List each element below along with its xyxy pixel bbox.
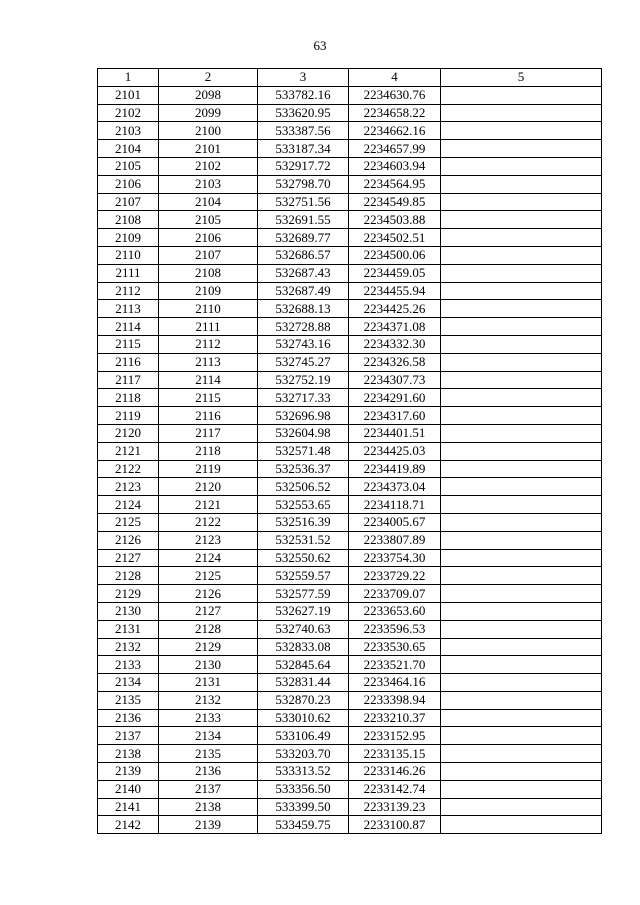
point-number-cell: 2127 xyxy=(98,549,159,567)
x-coordinate-cell: 532751.56 xyxy=(258,193,349,211)
previous-point-cell: 2138 xyxy=(159,798,258,816)
note-cell xyxy=(441,140,602,158)
previous-point-cell: 2135 xyxy=(159,745,258,763)
table-row xyxy=(98,122,602,140)
note-cell xyxy=(441,229,602,247)
y-coordinate-cell: 2233135.15 xyxy=(349,745,441,763)
x-coordinate-cell: 533399.50 xyxy=(258,798,349,816)
table-row xyxy=(98,816,602,834)
y-coordinate-cell: 2234419.89 xyxy=(349,460,441,478)
previous-point-cell: 2116 xyxy=(159,407,258,425)
note-cell xyxy=(441,816,602,834)
y-coordinate-cell: 2233152.95 xyxy=(349,727,441,745)
x-coordinate-cell: 532696.98 xyxy=(258,407,349,425)
point-number-cell: 2135 xyxy=(98,691,159,709)
previous-point-cell: 2125 xyxy=(159,567,258,585)
previous-point-cell: 2110 xyxy=(159,300,258,318)
table-row xyxy=(98,371,602,389)
x-coordinate-cell: 532577.59 xyxy=(258,585,349,603)
note-cell xyxy=(441,86,602,104)
x-coordinate-cell: 532688.13 xyxy=(258,300,349,318)
note-cell xyxy=(441,549,602,567)
y-coordinate-cell: 2234662.16 xyxy=(349,122,441,140)
y-coordinate-cell: 2234657.99 xyxy=(349,140,441,158)
note-cell xyxy=(441,460,602,478)
point-number-cell: 2126 xyxy=(98,531,159,549)
note-cell xyxy=(441,424,602,442)
previous-point-cell: 2100 xyxy=(159,122,258,140)
previous-point-cell: 2102 xyxy=(159,157,258,175)
table-row xyxy=(98,496,602,514)
table-row xyxy=(98,353,602,371)
x-coordinate-cell: 532831.44 xyxy=(258,674,349,692)
point-number-cell: 2103 xyxy=(98,122,159,140)
x-coordinate-cell: 533782.16 xyxy=(258,86,349,104)
note-cell xyxy=(441,371,602,389)
y-coordinate-cell: 2233146.26 xyxy=(349,763,441,781)
table-row xyxy=(98,424,602,442)
x-coordinate-cell: 532506.52 xyxy=(258,478,349,496)
previous-point-cell: 2131 xyxy=(159,674,258,692)
table-row xyxy=(98,229,602,247)
x-coordinate-cell: 532516.39 xyxy=(258,513,349,531)
table-row xyxy=(98,691,602,709)
table-row xyxy=(98,709,602,727)
note-cell xyxy=(441,709,602,727)
point-number-cell: 2141 xyxy=(98,798,159,816)
y-coordinate-cell: 2233210.37 xyxy=(349,709,441,727)
note-cell xyxy=(441,282,602,300)
y-coordinate-cell: 2233729.22 xyxy=(349,567,441,585)
x-coordinate-cell: 533010.62 xyxy=(258,709,349,727)
y-coordinate-cell: 2234425.26 xyxy=(349,300,441,318)
y-coordinate-cell: 2233653.60 xyxy=(349,602,441,620)
x-coordinate-cell: 532717.33 xyxy=(258,389,349,407)
x-coordinate-cell: 532745.27 xyxy=(258,353,349,371)
previous-point-cell: 2119 xyxy=(159,460,258,478)
point-number-cell: 2122 xyxy=(98,460,159,478)
y-coordinate-cell: 2234326.58 xyxy=(349,353,441,371)
note-cell xyxy=(441,496,602,514)
x-coordinate-cell: 532870.23 xyxy=(258,691,349,709)
point-number-cell: 2129 xyxy=(98,585,159,603)
point-number-cell: 2132 xyxy=(98,638,159,656)
table-row xyxy=(98,478,602,496)
y-coordinate-cell: 2234564.95 xyxy=(349,175,441,193)
y-coordinate-cell: 2234401.51 xyxy=(349,424,441,442)
y-coordinate-cell: 2233142.74 xyxy=(349,780,441,798)
previous-point-cell: 2136 xyxy=(159,763,258,781)
table-row xyxy=(98,86,602,104)
previous-point-cell: 2107 xyxy=(159,246,258,264)
previous-point-cell: 2126 xyxy=(159,585,258,603)
point-number-cell: 2123 xyxy=(98,478,159,496)
point-number-cell: 2136 xyxy=(98,709,159,727)
previous-point-cell: 2103 xyxy=(159,175,258,193)
previous-point-cell: 2133 xyxy=(159,709,258,727)
note-cell xyxy=(441,620,602,638)
point-number-cell: 2114 xyxy=(98,318,159,336)
point-number-cell: 2119 xyxy=(98,407,159,425)
table-row xyxy=(98,264,602,282)
point-number-cell: 2104 xyxy=(98,140,159,158)
point-number-cell: 2133 xyxy=(98,656,159,674)
note-cell xyxy=(441,389,602,407)
note-cell xyxy=(441,727,602,745)
y-coordinate-cell: 2233464.16 xyxy=(349,674,441,692)
x-coordinate-cell: 533187.34 xyxy=(258,140,349,158)
note-cell xyxy=(441,264,602,282)
y-coordinate-cell: 2234658.22 xyxy=(349,104,441,122)
point-number-cell: 2106 xyxy=(98,175,159,193)
column-header-4: 4 xyxy=(349,69,441,87)
x-coordinate-cell: 533356.50 xyxy=(258,780,349,798)
y-coordinate-cell: 2233100.87 xyxy=(349,816,441,834)
y-coordinate-cell: 2234371.08 xyxy=(349,318,441,336)
note-cell xyxy=(441,104,602,122)
point-number-cell: 2118 xyxy=(98,389,159,407)
previous-point-cell: 2115 xyxy=(159,389,258,407)
note-cell xyxy=(441,122,602,140)
table-header xyxy=(98,69,602,87)
column-header-3: 3 xyxy=(258,69,349,87)
x-coordinate-cell: 533203.70 xyxy=(258,745,349,763)
y-coordinate-cell: 2234549.85 xyxy=(349,193,441,211)
note-cell xyxy=(441,745,602,763)
x-coordinate-cell: 532604.98 xyxy=(258,424,349,442)
table-row xyxy=(98,140,602,158)
note-cell xyxy=(441,442,602,460)
previous-point-cell: 2105 xyxy=(159,211,258,229)
table-row xyxy=(98,193,602,211)
y-coordinate-cell: 2234291.60 xyxy=(349,389,441,407)
x-coordinate-cell: 532728.88 xyxy=(258,318,349,336)
table-row xyxy=(98,300,602,318)
y-coordinate-cell: 2234603.94 xyxy=(349,157,441,175)
y-coordinate-cell: 2234455.94 xyxy=(349,282,441,300)
y-coordinate-cell: 2233139.23 xyxy=(349,798,441,816)
note-cell xyxy=(441,157,602,175)
table-row xyxy=(98,513,602,531)
previous-point-cell: 2130 xyxy=(159,656,258,674)
y-coordinate-cell: 2234118.71 xyxy=(349,496,441,514)
note-cell xyxy=(441,246,602,264)
y-coordinate-cell: 2233521.70 xyxy=(349,656,441,674)
table-row xyxy=(98,549,602,567)
y-coordinate-cell: 2234502.51 xyxy=(349,229,441,247)
previous-point-cell: 2106 xyxy=(159,229,258,247)
y-coordinate-cell: 2233530.65 xyxy=(349,638,441,656)
coordinates-table xyxy=(97,68,602,834)
note-cell xyxy=(441,602,602,620)
point-number-cell: 2140 xyxy=(98,780,159,798)
note-cell xyxy=(441,567,602,585)
table-row xyxy=(98,442,602,460)
x-coordinate-cell: 533106.49 xyxy=(258,727,349,745)
table-row xyxy=(98,780,602,798)
note-cell xyxy=(441,780,602,798)
table-row xyxy=(98,175,602,193)
point-number-cell: 2112 xyxy=(98,282,159,300)
table-row xyxy=(98,318,602,336)
y-coordinate-cell: 2234630.76 xyxy=(349,86,441,104)
point-number-cell: 2116 xyxy=(98,353,159,371)
y-coordinate-cell: 2234307.73 xyxy=(349,371,441,389)
note-cell xyxy=(441,691,602,709)
previous-point-cell: 2099 xyxy=(159,104,258,122)
y-coordinate-cell: 2234503.88 xyxy=(349,211,441,229)
note-cell xyxy=(441,656,602,674)
previous-point-cell: 2128 xyxy=(159,620,258,638)
note-cell xyxy=(441,318,602,336)
point-number-cell: 2102 xyxy=(98,104,159,122)
x-coordinate-cell: 533387.56 xyxy=(258,122,349,140)
point-number-cell: 2109 xyxy=(98,229,159,247)
x-coordinate-cell: 532743.16 xyxy=(258,335,349,353)
y-coordinate-cell: 2233398.94 xyxy=(349,691,441,709)
previous-point-cell: 2122 xyxy=(159,513,258,531)
y-coordinate-cell: 2234500.06 xyxy=(349,246,441,264)
y-coordinate-cell: 2234005.67 xyxy=(349,513,441,531)
y-coordinate-cell: 2233807.89 xyxy=(349,531,441,549)
previous-point-cell: 2132 xyxy=(159,691,258,709)
note-cell xyxy=(441,478,602,496)
x-coordinate-cell: 532571.48 xyxy=(258,442,349,460)
table-row xyxy=(98,585,602,603)
table-row xyxy=(98,407,602,425)
table-row xyxy=(98,745,602,763)
previous-point-cell: 2117 xyxy=(159,424,258,442)
x-coordinate-cell: 532553.65 xyxy=(258,496,349,514)
point-number-cell: 2113 xyxy=(98,300,159,318)
table-row xyxy=(98,246,602,264)
y-coordinate-cell: 2234317.60 xyxy=(349,407,441,425)
table-row xyxy=(98,674,602,692)
previous-point-cell: 2113 xyxy=(159,353,258,371)
point-number-cell: 2125 xyxy=(98,513,159,531)
x-coordinate-cell: 532687.43 xyxy=(258,264,349,282)
column-header-1: 1 xyxy=(98,69,159,87)
point-number-cell: 2108 xyxy=(98,211,159,229)
note-cell xyxy=(441,407,602,425)
point-number-cell: 2128 xyxy=(98,567,159,585)
page-number: 63 xyxy=(313,38,327,53)
table-row xyxy=(98,763,602,781)
previous-point-cell: 2104 xyxy=(159,193,258,211)
table-body xyxy=(98,86,602,833)
x-coordinate-cell: 532845.64 xyxy=(258,656,349,674)
x-coordinate-cell: 532752.19 xyxy=(258,371,349,389)
note-cell xyxy=(441,193,602,211)
point-number-cell: 2138 xyxy=(98,745,159,763)
column-header-5: 5 xyxy=(441,69,602,87)
table-row xyxy=(98,656,602,674)
previous-point-cell: 2112 xyxy=(159,335,258,353)
table-row xyxy=(98,620,602,638)
note-cell xyxy=(441,585,602,603)
table-row xyxy=(98,798,602,816)
point-number-cell: 2117 xyxy=(98,371,159,389)
point-number-cell: 2120 xyxy=(98,424,159,442)
previous-point-cell: 2111 xyxy=(159,318,258,336)
point-number-cell: 2139 xyxy=(98,763,159,781)
previous-point-cell: 2114 xyxy=(159,371,258,389)
table-row xyxy=(98,460,602,478)
point-number-cell: 2115 xyxy=(98,335,159,353)
note-cell xyxy=(441,638,602,656)
x-coordinate-cell: 532689.77 xyxy=(258,229,349,247)
header-row xyxy=(98,69,602,87)
x-coordinate-cell: 533313.52 xyxy=(258,763,349,781)
previous-point-cell: 2098 xyxy=(159,86,258,104)
x-coordinate-cell: 532627.19 xyxy=(258,602,349,620)
table-row xyxy=(98,567,602,585)
point-number-cell: 2107 xyxy=(98,193,159,211)
point-number-cell: 2130 xyxy=(98,602,159,620)
previous-point-cell: 2134 xyxy=(159,727,258,745)
point-number-cell: 2121 xyxy=(98,442,159,460)
x-coordinate-cell: 533459.75 xyxy=(258,816,349,834)
y-coordinate-cell: 2233754.30 xyxy=(349,549,441,567)
previous-point-cell: 2121 xyxy=(159,496,258,514)
point-number-cell: 2101 xyxy=(98,86,159,104)
previous-point-cell: 2137 xyxy=(159,780,258,798)
table-row xyxy=(98,602,602,620)
x-coordinate-cell: 532687.49 xyxy=(258,282,349,300)
x-coordinate-cell: 532531.52 xyxy=(258,531,349,549)
y-coordinate-cell: 2234332.30 xyxy=(349,335,441,353)
note-cell xyxy=(441,211,602,229)
y-coordinate-cell: 2234373.04 xyxy=(349,478,441,496)
x-coordinate-cell: 532559.57 xyxy=(258,567,349,585)
note-cell xyxy=(441,175,602,193)
note-cell xyxy=(441,798,602,816)
table-row xyxy=(98,104,602,122)
previous-point-cell: 2139 xyxy=(159,816,258,834)
x-coordinate-cell: 532550.62 xyxy=(258,549,349,567)
previous-point-cell: 2120 xyxy=(159,478,258,496)
point-number-cell: 2142 xyxy=(98,816,159,834)
point-number-cell: 2137 xyxy=(98,727,159,745)
previous-point-cell: 2124 xyxy=(159,549,258,567)
table-row xyxy=(98,638,602,656)
table-row xyxy=(98,157,602,175)
note-cell xyxy=(441,674,602,692)
table-row xyxy=(98,727,602,745)
point-number-cell: 2134 xyxy=(98,674,159,692)
x-coordinate-cell: 532833.08 xyxy=(258,638,349,656)
x-coordinate-cell: 532536.37 xyxy=(258,460,349,478)
table-row xyxy=(98,335,602,353)
table-row xyxy=(98,531,602,549)
x-coordinate-cell: 532798.70 xyxy=(258,175,349,193)
table-row xyxy=(98,282,602,300)
y-coordinate-cell: 2233709.07 xyxy=(349,585,441,603)
note-cell xyxy=(441,531,602,549)
x-coordinate-cell: 533620.95 xyxy=(258,104,349,122)
note-cell xyxy=(441,763,602,781)
note-cell xyxy=(441,513,602,531)
previous-point-cell: 2118 xyxy=(159,442,258,460)
point-number-cell: 2110 xyxy=(98,246,159,264)
y-coordinate-cell: 2233596.53 xyxy=(349,620,441,638)
x-coordinate-cell: 532740.63 xyxy=(258,620,349,638)
table-row xyxy=(98,211,602,229)
point-number-cell: 2111 xyxy=(98,264,159,282)
column-header-2: 2 xyxy=(159,69,258,87)
previous-point-cell: 2109 xyxy=(159,282,258,300)
point-number-cell: 2124 xyxy=(98,496,159,514)
previous-point-cell: 2129 xyxy=(159,638,258,656)
y-coordinate-cell: 2234425.03 xyxy=(349,442,441,460)
point-number-cell: 2131 xyxy=(98,620,159,638)
previous-point-cell: 2101 xyxy=(159,140,258,158)
previous-point-cell: 2127 xyxy=(159,602,258,620)
table-row xyxy=(98,389,602,407)
x-coordinate-cell: 532686.57 xyxy=(258,246,349,264)
x-coordinate-cell: 532917.72 xyxy=(258,157,349,175)
previous-point-cell: 2108 xyxy=(159,264,258,282)
note-cell xyxy=(441,300,602,318)
x-coordinate-cell: 532691.55 xyxy=(258,211,349,229)
note-cell xyxy=(441,353,602,371)
y-coordinate-cell: 2234459.05 xyxy=(349,264,441,282)
point-number-cell: 2105 xyxy=(98,157,159,175)
previous-point-cell: 2123 xyxy=(159,531,258,549)
note-cell xyxy=(441,335,602,353)
